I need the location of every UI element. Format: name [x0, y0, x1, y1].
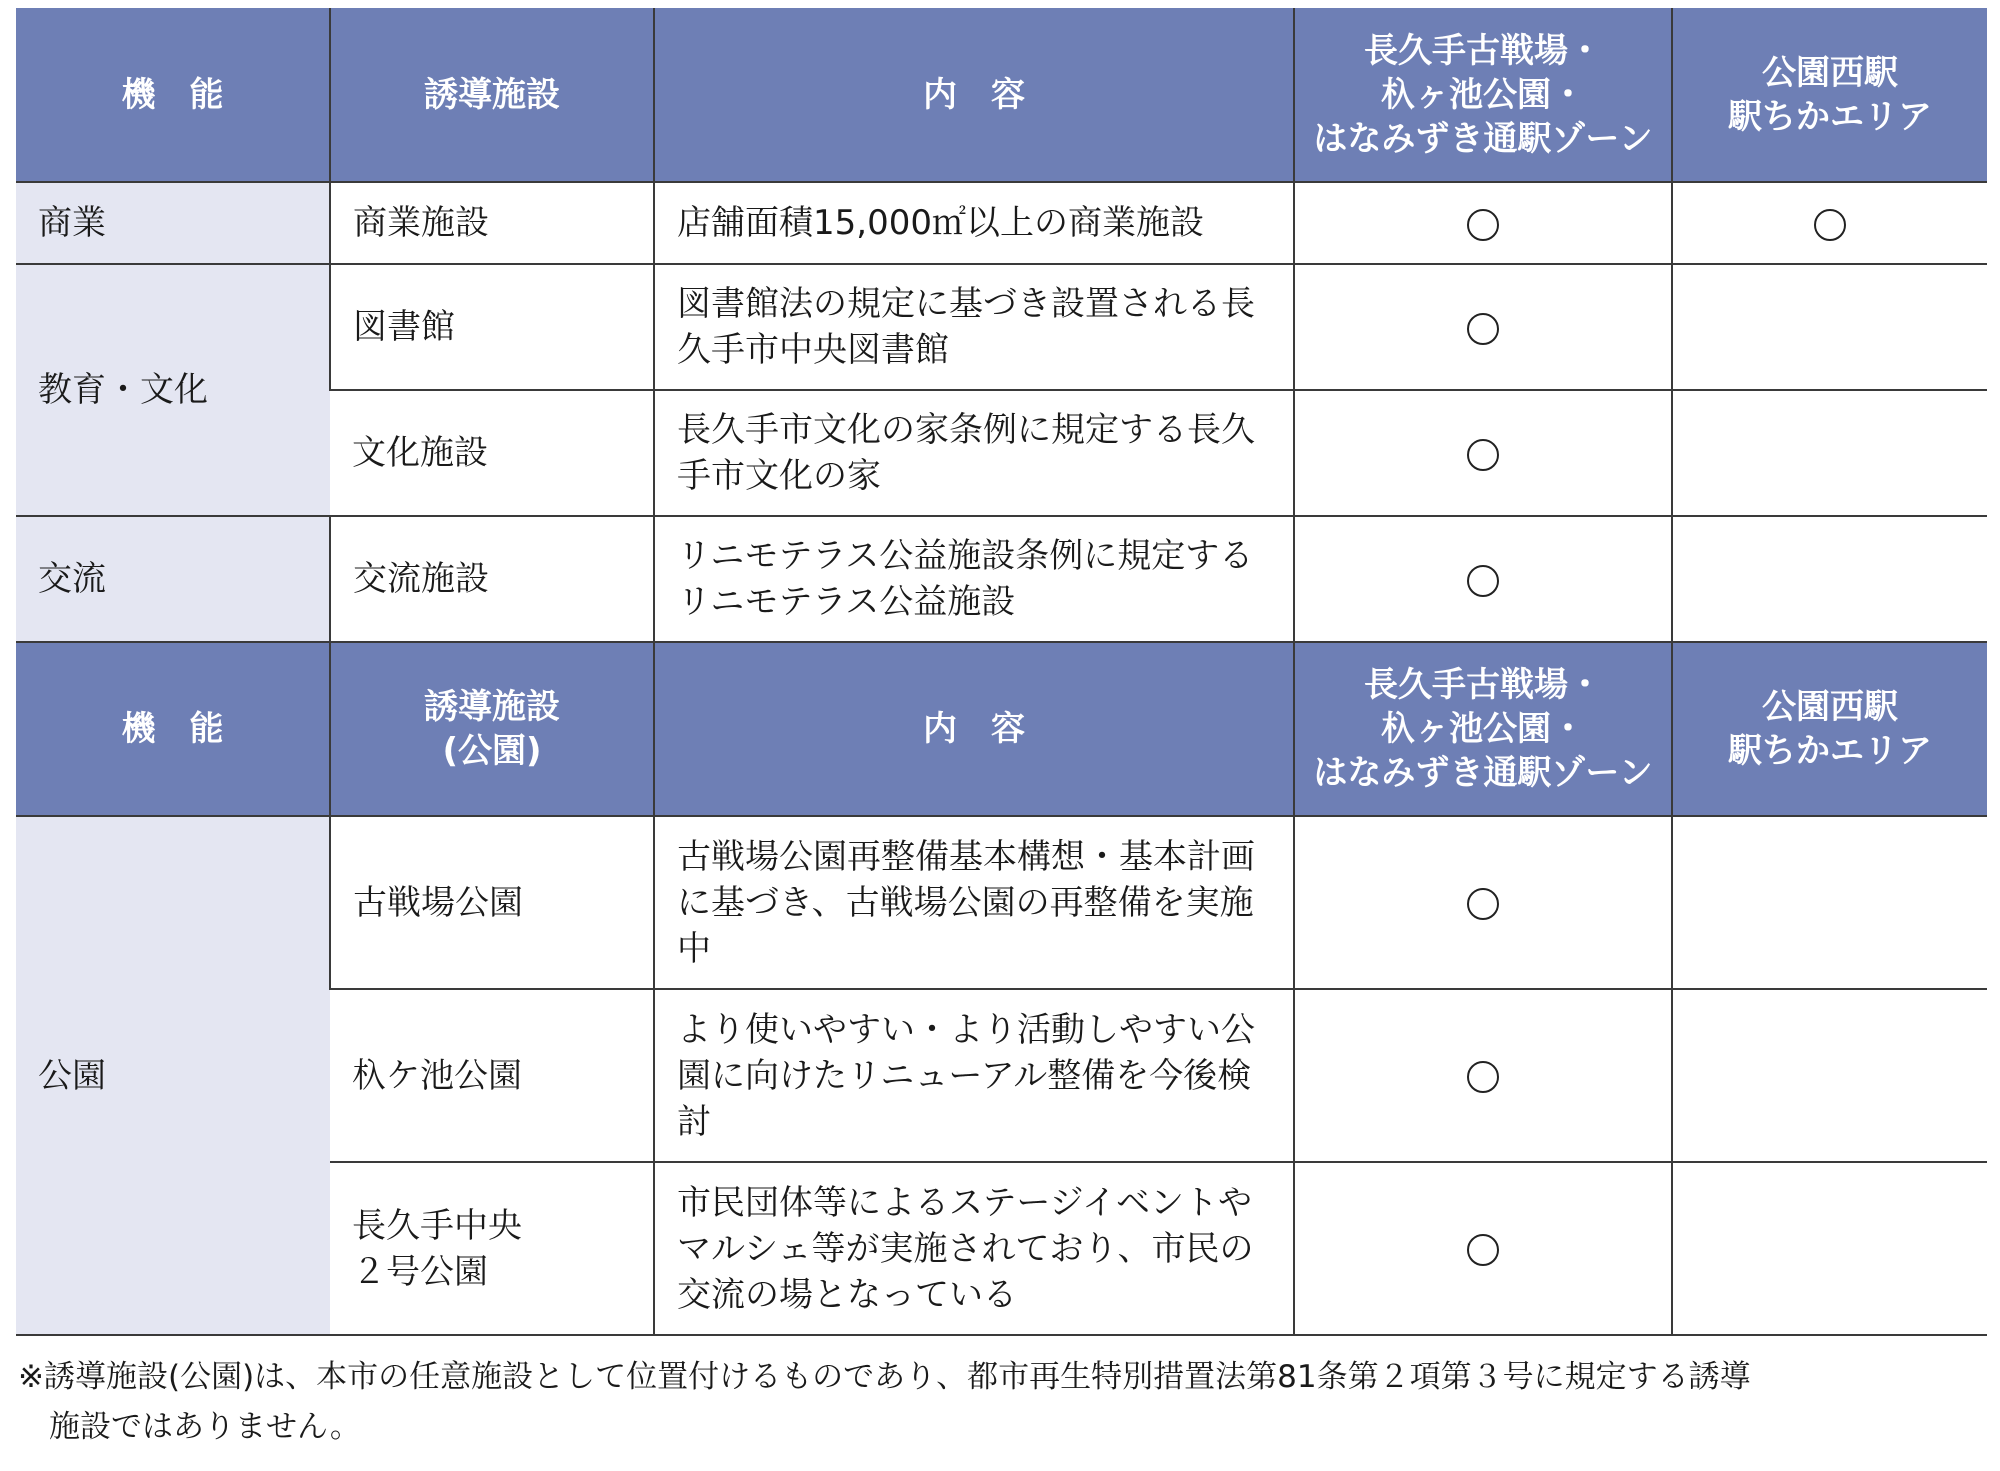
facility-cell: 長久手中央 ２号公園 — [330, 1162, 654, 1335]
circle-mark-icon — [1814, 209, 1846, 241]
header-function: 機能 — [16, 642, 330, 816]
header-content: 内容 — [654, 642, 1294, 816]
footnote-line-2: 施設ではありません。 — [49, 1409, 361, 1445]
header-zone2: 公園西駅 駅ちかエリア — [1672, 8, 1987, 182]
facility-cell: 杁ケ池公園 — [330, 989, 654, 1162]
zone2-cell — [1672, 390, 1987, 516]
facility-cell: 交流施設 — [330, 516, 654, 642]
zone2-cell — [1672, 264, 1987, 390]
circle-mark-icon — [1467, 888, 1499, 920]
function-cell: 教育・文化 — [16, 264, 330, 516]
circle-mark-icon — [1467, 313, 1499, 345]
content-cell: 図書館法の規定に基づき設置される長久手市中央図書館 — [654, 264, 1294, 390]
content-cell: 市民団体等によるステージイベントやマルシェ等が実施されており、市民の交流の場となっている — [654, 1162, 1294, 1335]
function-cell: 公園 — [16, 816, 330, 1335]
zone2-cell — [1672, 989, 1987, 1162]
zone1-cell — [1294, 516, 1672, 642]
circle-mark-icon — [1467, 439, 1499, 471]
content-cell: 古戦場公園再整備基本構想・基本計画に基づき、古戦場公園の再整備を実施中 — [654, 816, 1294, 989]
facility-cell: 文化施設 — [330, 390, 654, 516]
zone1-cell — [1294, 182, 1672, 264]
header-facility-park: 誘導施設 (公園) — [330, 642, 654, 816]
circle-mark-icon — [1467, 1061, 1499, 1093]
circle-mark-icon — [1467, 1234, 1499, 1266]
header-function: 機能 — [16, 8, 330, 182]
header-zone1: 長久手古戦場・ 杁ヶ池公園・ はなみずき通駅ゾーン — [1294, 642, 1672, 816]
zone1-cell — [1294, 816, 1672, 989]
zone1-cell — [1294, 390, 1672, 516]
function-cell: 交流 — [16, 516, 330, 642]
content-cell: 店舗面積15,000㎡以上の商業施設 — [654, 182, 1294, 264]
header-zone1: 長久手古戦場・ 杁ヶ池公園・ はなみずき通駅ゾーン — [1294, 8, 1672, 182]
table1-header-row — [16, 8, 1987, 182]
table-row — [16, 182, 1987, 264]
circle-mark-icon — [1467, 565, 1499, 597]
header-zone2: 公園西駅 駅ちかエリア — [1672, 642, 1987, 816]
zone2-cell — [1672, 816, 1987, 989]
footnote — [18, 1352, 1993, 1452]
zone1-cell — [1294, 1162, 1672, 1335]
table-row — [16, 816, 1987, 989]
header-content: 内容 — [654, 8, 1294, 182]
content-cell: 長久手市文化の家条例に規定する長久手市文化の家 — [654, 390, 1294, 516]
table2-header-row — [16, 642, 1987, 816]
function-cell: 商業 — [16, 182, 330, 264]
zone1-cell — [1294, 989, 1672, 1162]
zone2-cell — [1672, 182, 1987, 264]
content-cell: リニモテラス公益施設条例に規定するリニモテラス公益施設 — [654, 516, 1294, 642]
header-facility: 誘導施設 — [330, 8, 654, 182]
content-cell: より使いやすい・より活動しやすい公園に向けたリニューアル整備を今後検討 — [654, 989, 1294, 1162]
table-row — [16, 516, 1987, 642]
facility-table — [16, 8, 1987, 1336]
facility-cell: 商業施設 — [330, 182, 654, 264]
table-row — [16, 264, 1987, 390]
circle-mark-icon — [1467, 209, 1499, 241]
facility-cell: 図書館 — [330, 264, 654, 390]
facility-cell: 古戦場公園 — [330, 816, 654, 989]
zone2-cell — [1672, 1162, 1987, 1335]
zone1-cell — [1294, 264, 1672, 390]
zone2-cell — [1672, 516, 1987, 642]
footnote-line-1: ※誘導施設(公園)は、本市の任意施設として位置付けるものであり、都市再生特別措置法第81条第２項第３号に規定する誘導 — [18, 1359, 1751, 1395]
